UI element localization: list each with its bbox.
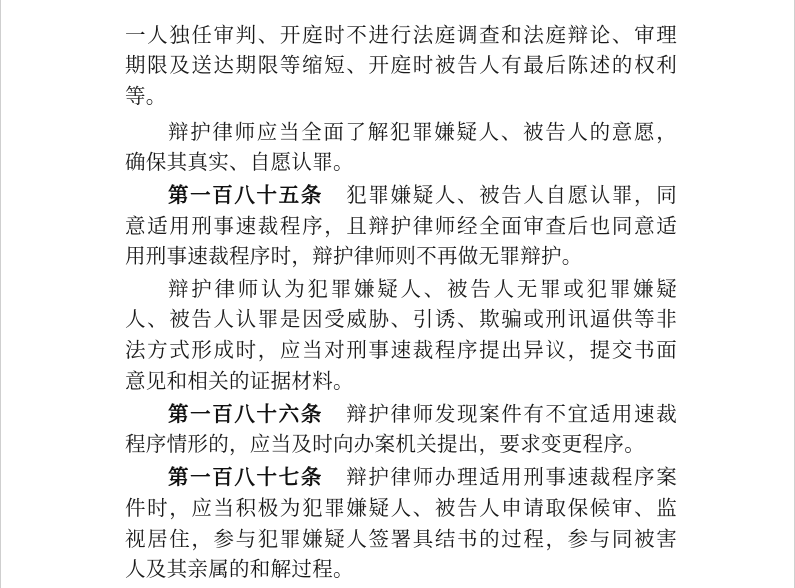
text-line: 人及其亲属的和解过程。 [125,557,354,581]
text-line: 用刑事速裁程序时，辩护律师则不再做无罪辩护。 [125,244,583,268]
article-185-first-line [125,180,677,210]
text-span: 辩护律师发现案件有不宜适用速裁 [344,402,677,426]
text-line: 意见和相关的证据材料。 [125,369,354,393]
article-186-first-line [125,399,677,429]
text-line: 确保其真实、自愿认罪。 [125,150,354,174]
text-line: 辩护律师应当全面了解犯罪嫌疑人、被告人的意愿， [168,120,677,144]
text-line: 视居住，参与犯罪嫌疑人签署具结书的过程，参与同被害 [125,527,677,551]
article-heading: 第一百八十七条 [168,465,323,489]
text-line: 辩护律师认为犯罪嫌疑人、被告人无罪或犯罪嫌疑 [168,277,677,301]
text-line: 一人独任审判、开庭时不进行法庭调查和法庭辩论、审理 [125,23,677,47]
text-span: 辩护律师办理适用刑事速裁程序案 [344,465,677,489]
text-line: 件时，应当积极为犯罪嫌疑人、被告人申请取保候审、监 [125,496,677,520]
text-line: 期限及送达期限等缩短、开庭时被告人有最后陈述的权利 [125,53,677,77]
article-heading: 第一百八十六条 [168,402,323,426]
text-line: 意适用刑事速裁程序，且辩护律师经全面审查后也同意适 [125,214,677,238]
text-line: 等。 [125,84,167,108]
article-heading: 第一百八十五条 [168,183,323,207]
text-line: 程序情形的，应当及时向办案机关提出，要求变更程序。 [125,432,645,456]
text-line: 法方式形成时，应当对刑事速裁程序提出异议，提交书面 [125,338,677,362]
article-187-first-line [125,462,677,492]
text-line: 人、被告人认罪是因受威胁、引诱、欺骗或刑讯逼供等非 [125,307,677,331]
text-span: 犯罪嫌疑人、被告人自愿认罪，同 [344,183,677,207]
